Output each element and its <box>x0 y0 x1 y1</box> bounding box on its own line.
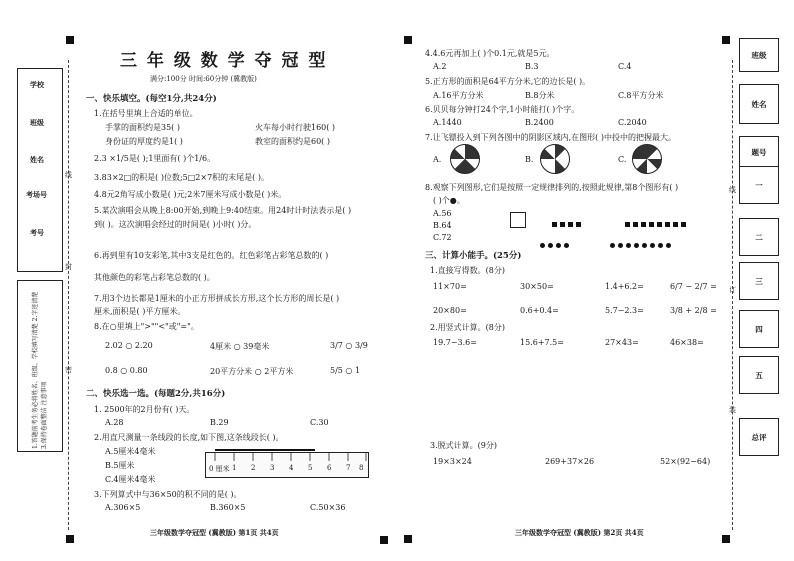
question: 5.某次演唱会从晚上8:00开始,到晚上9:40结束。用24时计时法表示是( ) <box>94 206 352 215</box>
score-row-2: 二 <box>739 218 779 256</box>
calc-item: 46×38= <box>670 338 704 347</box>
ruler-ticks <box>206 453 368 463</box>
calc-item: 11×70= <box>433 282 467 291</box>
question: 3.83×2□的积是( )位数;5□2×7积的末尾是( )。 <box>94 173 269 182</box>
comparison-item: 20平方分米 ○ 2平方米 <box>210 367 294 376</box>
question: 2.3 ×1/5是( );1里面有( )个1/6。 <box>94 154 216 163</box>
pattern-dots-3 <box>610 233 674 252</box>
page-footer: 三年级数学夺冠型 (冀教版) 第1页 共4页 <box>150 528 279 537</box>
option: A.1440 <box>433 118 462 127</box>
option: A.56 <box>433 209 452 218</box>
ruler-num: 4 <box>289 464 294 472</box>
calc-item: 1.4+6.2= <box>605 282 644 291</box>
option: B.2400 <box>525 118 554 127</box>
question-part: 手掌的面积约是35( ) <box>105 123 180 132</box>
calc-item: 20×80= <box>433 306 467 315</box>
comparison-item: 0.8 ○ 0.80 <box>105 366 148 375</box>
question: 7.用3个边长都是1厘米的小正方形拼成长方形,这个长方形的周长是( ) <box>94 294 340 303</box>
option: A.5厘米4毫米 <box>105 447 156 456</box>
option: C.4厘米4毫米 <box>105 475 156 484</box>
question: 8.在○里填上">""<"或"="。 <box>94 322 199 331</box>
question-part: 教室的面积约是60( ) <box>255 137 330 146</box>
pattern-figure-2 <box>552 212 584 231</box>
question-cont: 其他颜色的彩笔占彩笔总数的( )。 <box>94 273 215 282</box>
question: 1.在括号里填上合适的单位。 <box>94 109 198 118</box>
calc-item: 3/8 + 2/8 = <box>670 306 717 315</box>
page-title: 三 年 级 数 学 夺 冠 型 <box>120 51 328 71</box>
score-row-1: 一 <box>739 166 779 204</box>
option: B. <box>525 155 534 164</box>
option: C.2040 <box>618 118 647 127</box>
comparison-item: 4厘米 ○ 39毫米 <box>210 342 270 351</box>
option: C.8平方分米 <box>618 91 664 100</box>
calc-item: 19.7−3.6= <box>433 338 477 347</box>
option: A.306×5 <box>105 503 141 512</box>
calc-item: 6/7 − 2/7 = <box>670 282 717 291</box>
calc-item: 15.6+7.5= <box>520 338 564 347</box>
dartboard-b-icon <box>540 144 570 174</box>
registration-mark <box>380 536 388 544</box>
ruler-num: 8 <box>359 464 364 472</box>
ruler-figure <box>205 452 369 478</box>
dartboard-a-icon <box>450 144 480 174</box>
side-label: 线 <box>65 171 72 179</box>
question: 3.下列算式中与36×50的积不同的是( )。 <box>94 490 242 499</box>
calc-item: 30×50= <box>520 282 554 291</box>
option: B.5厘米 <box>105 461 135 470</box>
ruler-num: 5 <box>308 464 313 472</box>
question: 6.贝贝每分钟打24个字,1小时能打( )个字。 <box>425 105 580 114</box>
page-footer: 三年级数学夺冠型 (冀教版) 第2页 共4页 <box>515 528 644 537</box>
option: C.72 <box>433 233 452 242</box>
option: C.30 <box>310 418 329 427</box>
question: 2.用直尺测量一条线段的长度,如下图,这条线段长( )。 <box>94 433 284 442</box>
comparison-item: 2.02 ○ 2.20 <box>105 341 153 350</box>
score-row-3: 三 <box>739 262 779 300</box>
question: 5.正方形的面积是64平方分米,它的边长是( )。 <box>425 77 591 86</box>
field-class: 班级 <box>30 118 44 127</box>
side-label: 订 <box>729 286 736 294</box>
measured-segment <box>215 449 315 451</box>
question-part: 火车每小时行驶160( ) <box>255 123 336 132</box>
question-cont: ( )个●。 <box>433 196 465 205</box>
comparison-item: 5/5 ○ 1 <box>330 366 361 375</box>
option: B.360×5 <box>210 503 246 512</box>
pattern-figure-3 <box>625 212 689 231</box>
option: A. <box>433 155 442 164</box>
option: B.8分米 <box>525 91 555 100</box>
section-header: 二、快乐选一选。(每题2分,共16分) <box>86 389 226 399</box>
sub-question: 1.直接写得数。(8分) <box>430 266 505 275</box>
question: 4.4.6元再加上( )个0.1元,就是5元。 <box>425 49 555 58</box>
option: B.3 <box>525 62 539 71</box>
option: A.16平方分米 <box>433 91 484 100</box>
field-class: 班级 <box>739 38 779 72</box>
calc-item: 269+37×26 <box>545 457 595 466</box>
page-right <box>400 0 794 561</box>
question: 7.让飞镖投入到下列各图中的阴影区域内,在图形( )中投中的把握最大。 <box>425 133 676 142</box>
field-name: 姓名 <box>30 155 44 164</box>
question: 1. 2500年的2月份有( )天。 <box>94 405 195 414</box>
question-cont: 厘米,面积是( )平方厘米。 <box>94 307 186 316</box>
side-label: 装 <box>729 406 736 414</box>
score-header: 题号 <box>739 136 779 168</box>
side-label: 封 <box>65 263 72 271</box>
option: B.29 <box>210 418 229 427</box>
side-label: 线 <box>729 186 736 194</box>
field-school: 学校 <box>30 80 44 89</box>
registration-mark <box>404 535 412 543</box>
pattern-dots-2 <box>540 233 572 252</box>
ruler-num: 6 <box>327 464 332 472</box>
comparison-item: 3/7 ○ 3/9 <box>330 341 368 350</box>
question-part: 身份证的厚度约是1( ) <box>105 137 183 146</box>
option: C.4 <box>618 62 632 71</box>
question: 4.8元2角写成小数是( )元;2米7厘米写成小数是( )米。 <box>94 190 287 199</box>
field-exam-room: 考场号 <box>26 190 47 199</box>
binding-line <box>732 60 733 530</box>
question: 8.观察下列图形,它们是按照一定规律排列的,按照此规律,第8个图形有( ) <box>425 183 679 192</box>
side-label: 密 <box>65 366 72 374</box>
field-name: 姓名 <box>739 84 779 124</box>
page-subtitle: 满分:100分 时间:60分钟 (冀教版) <box>150 75 257 83</box>
registration-mark <box>722 36 730 44</box>
calc-item: 19×3×24 <box>433 457 472 466</box>
section-header: 一、快乐填空。(每空1分,共24分) <box>86 94 217 104</box>
ruler-num: 3 <box>270 464 275 472</box>
registration-mark <box>404 36 412 44</box>
option: C. <box>618 155 627 164</box>
student-info-box <box>17 68 63 272</box>
calc-item: 0.6+0.4= <box>520 306 559 315</box>
calc-item: 27×43= <box>605 338 639 347</box>
binding-line <box>68 60 69 530</box>
ruler-num: 7 <box>346 464 351 472</box>
question: 6.再到里有10支彩笔,其中3支是红色的。红色彩笔占彩笔总数的( ) <box>94 251 329 260</box>
pattern-figure-1 <box>510 212 526 228</box>
ruler-unit: 0 厘米 <box>209 465 230 473</box>
dartboard-c-icon <box>632 144 662 174</box>
score-row-5: 五 <box>739 356 779 394</box>
question-cont: 到( )。这次演唱会经过的时间是( )小时( )分。 <box>94 220 257 229</box>
registration-mark <box>66 535 74 543</box>
score-total: 总评 <box>739 418 779 456</box>
option: C.50×36 <box>310 503 346 512</box>
ruler-num: 2 <box>251 464 256 472</box>
option: A.2 <box>433 62 447 71</box>
registration-mark <box>66 36 74 44</box>
option: A.28 <box>105 418 124 427</box>
sub-question: 3.脱式计算。(9分) <box>430 441 497 450</box>
sub-question: 2.用竖式计算。(8分) <box>430 323 505 332</box>
calc-item: 52×(92−64) <box>660 457 711 466</box>
field-exam-number: 考号 <box>30 228 44 237</box>
score-row-4: 四 <box>739 310 779 348</box>
option: B.64 <box>433 221 452 230</box>
registration-mark <box>722 535 730 543</box>
ruler-num: 1 <box>232 464 237 472</box>
calc-item: 5.7−2.3= <box>605 306 644 315</box>
notice-text: 1.答题前考生务必将姓名、班级、学校填写清楚 2.字迹清楚 3.保持卷面整洁 注意事项 <box>32 291 48 449</box>
section-header: 三、计算小能手。(25分) <box>425 251 522 261</box>
